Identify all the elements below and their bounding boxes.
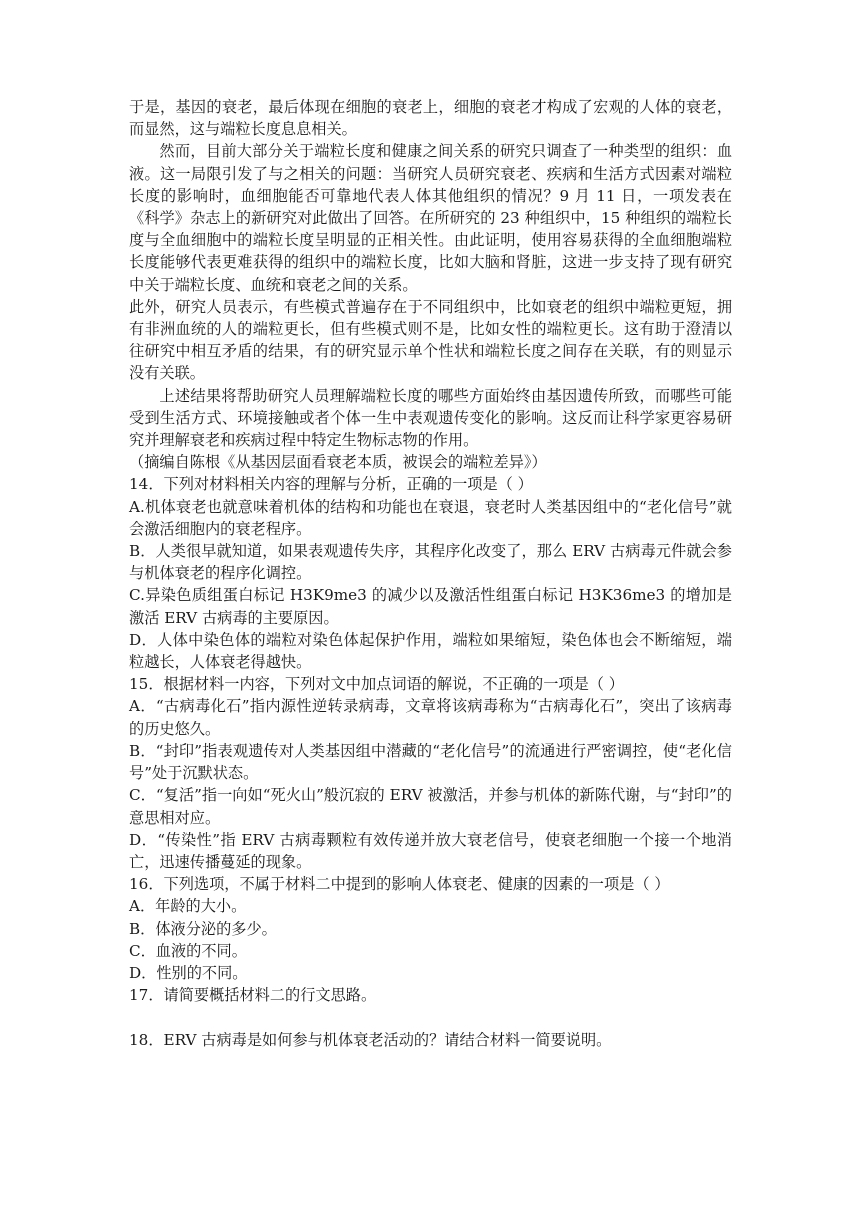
question-option-b: B．人类很早就知道，如果表观遗传失序，其程序化改变了，那么 ERV 古病毒元件就会参与机体衰老的程序化调控。	[129, 542, 732, 583]
passage-paragraph-1: 于是，基因的衰老，最后体现在细胞的衰老上，细胞的衰老才构成了宏观的人体的衰老，而显然，这与端粒长度息息相关。	[129, 98, 732, 139]
question-15	[129, 673, 732, 873]
passage-paragraph-4: 上述结果将帮助研究人员理解端粒长度的哪些方面始终由基因遗传所致，而哪些可能受到生活方式、环境接触或者个体一生中表观遗传变化的影响。这反而让科学家更容易研究并理解衰老和疾病过程中特定生物标志物的作用。	[129, 386, 732, 450]
question-option-b: B．体液分泌的多少。	[129, 919, 277, 938]
question-stem: 17．请简要概括材料二的行文思路。	[129, 986, 377, 1005]
question-stem: 14．下列对材料相关内容的理解与分析，正确的一项是（ ）	[129, 475, 533, 494]
document-page	[129, 96, 732, 1051]
question-stem: 16．下列选项，不属于材料二中提到的影响人体衰老、健康的因素的一项是（ ）	[129, 875, 670, 894]
question-option-c: C．“复活”指一向如“死火山”般沉寂的 ERV 被激活，并参与机体的新陈代谢，与“封印”的意思相对应。	[129, 786, 732, 827]
question-option-c: C．血液的不同。	[129, 941, 247, 960]
question-option-a: A.机体衰老也就意味着机体的结构和功能也在衰退，衰老时人类基因组中的“老化信号”就会激活细胞内的衰老程序。	[129, 497, 732, 538]
question-option-a: A．“古病毒化石”指内源性逆转录病毒，文章将该病毒称为“古病毒化石”，突出了该病毒的历史悠久。	[129, 697, 732, 738]
question-option-b: B．“封印”指表观遗传对人类基因组中潜藏的“老化信号”的流通进行严密调控，使“老化信号”处于沉默状态。	[129, 741, 732, 783]
question-14	[129, 473, 732, 673]
question-stem: 18．ERV 古病毒是如何参与机体衰老活动的？请结合材料一简要说明。	[129, 1030, 612, 1049]
question-option-c: C.异染色质组蛋白标记 H3K9me3 的减少以及激活性组蛋白标记 H3K36me3 的增加是激活 ERV 古病毒的主要原因。	[129, 586, 732, 627]
question-17	[129, 984, 732, 1006]
question-18	[129, 1029, 732, 1051]
question-option-d: D．人体中染色体的端粒对染色体起保护作用，端粒如果缩短，染色体也会不断缩短，端粒越长，人体衰老得越快。	[129, 630, 732, 672]
question-16	[129, 873, 732, 984]
passage-paragraph-3: 此外，研究人员表示，有些模式普遍存在于不同组织中，比如衰老的组织中端粒更短，拥有非洲血统的人的端粒更长，但有些模式则不是，比如女性的端粒更长。这有助于澄清以往研究中相互矛盾的结果，有的研究显示单个性状和端粒长度之间存在关联，有的则显示没有关联。	[129, 297, 732, 383]
question-option-d: D．性别的不同。	[129, 963, 248, 982]
answer-space	[129, 1006, 732, 1028]
passage-paragraph-2: 然而，目前大部分关于端粒长度和健康之间关系的研究只调查了一种类型的组织：血液。这一局限引发了与之相关的问题：当研究人员研究衰老、疾病和生活方式因素对端粒长度的影响时，血细胞能否可靠地代表人体其他组织的情况？9 月 11 日，一项发表在《科学》杂志上的新研究对此做出了回答。在所研究的 23 种组织中，15 种组织的端粒长度与全血细胞中的端粒长度呈明显的正相关性。由此证明，使用容易获得的全血细胞端粒长度能够代表更难获得的组织中的端粒长度，比如大脑和肾脏，这进一步支持了现有研究中关于端粒长度、血统和衰老之间的关系。	[129, 142, 732, 294]
question-stem: 15．根据材料一内容，下列对文中加点词语的解说，不正确的一项是（ ）	[129, 675, 624, 694]
question-option-a: A．年龄的大小。	[129, 897, 247, 916]
question-option-d: D．“传染性”指 ERV 古病毒颗粒有效传递并放大衰老信号，使衰老细胞一个接一个地消亡，迅速传播蔓延的现象。	[129, 830, 732, 871]
passage-source: （摘编自陈根《从基因层面看衰老本质，被误会的端粒差异》）	[129, 453, 547, 472]
